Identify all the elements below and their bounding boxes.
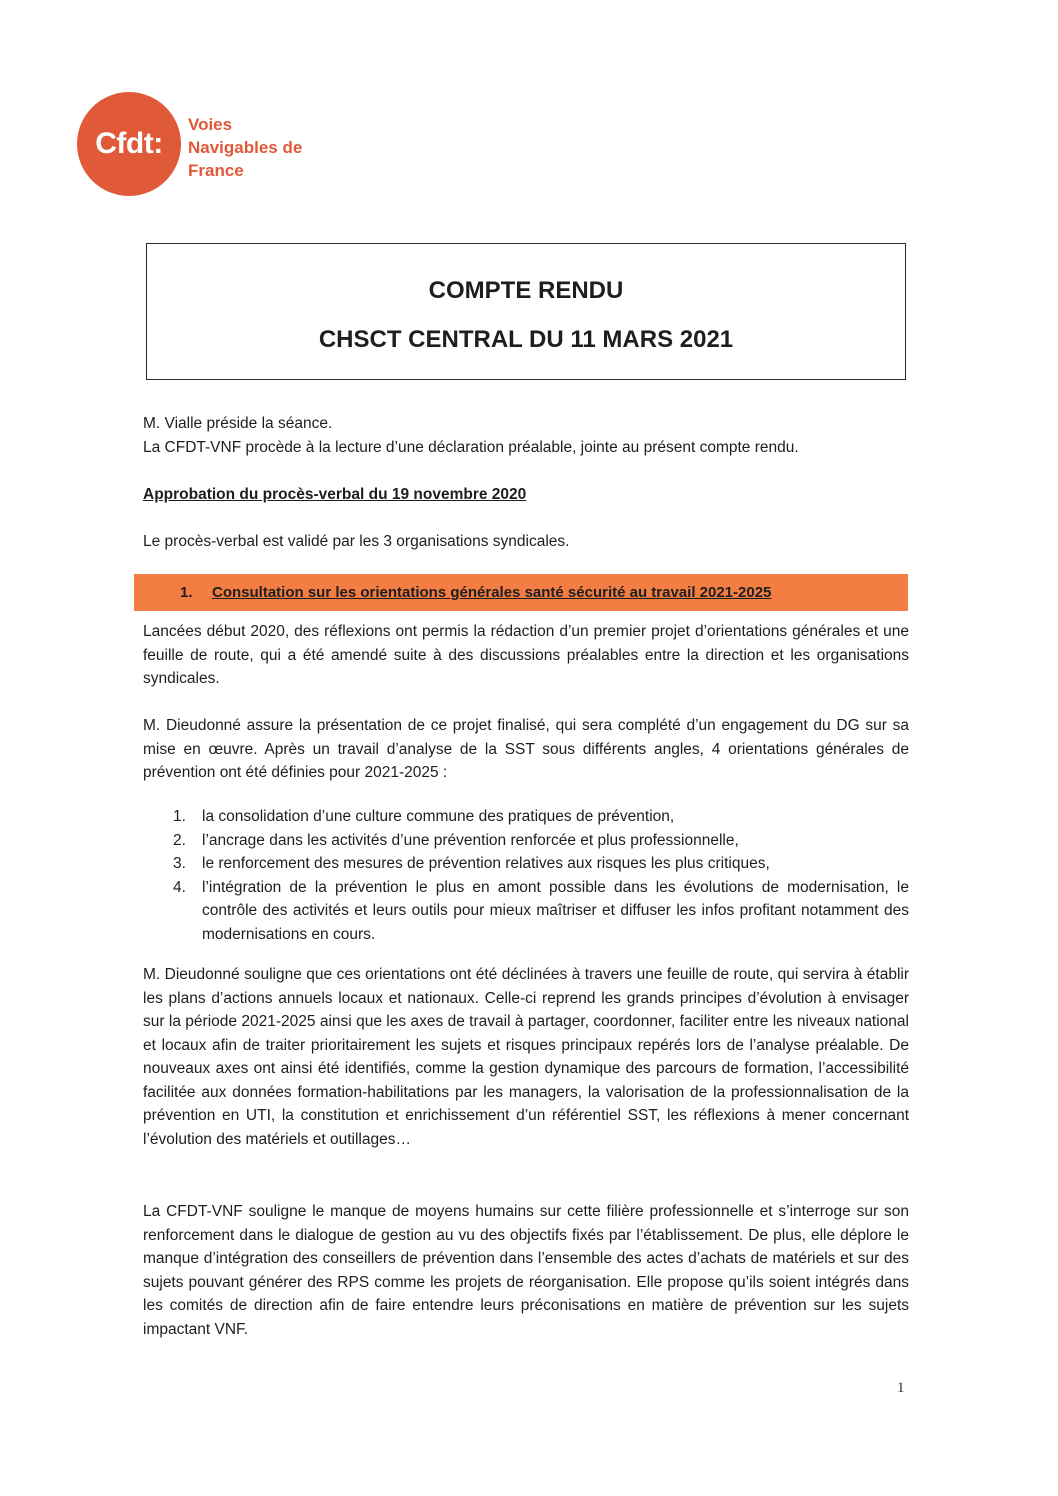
section-1-title: Consultation sur les orientations générales santé sécurité au travail 2021-2025 [212, 584, 772, 601]
orientation-item [143, 852, 909, 876]
orientation-text: le renforcement des mesures de prévention relatives aux risques les plus critiques, [202, 855, 770, 872]
title-box [146, 243, 906, 380]
logo-org-line: Voies [188, 114, 233, 134]
document-title: COMPTE RENDU [428, 277, 624, 304]
orientation-text: la consolidation d’une culture commune des pratiques de prévention, [202, 808, 675, 825]
section-1-banner [134, 574, 908, 611]
logo-org-line: France [188, 160, 244, 180]
orientation-number: 4. [173, 878, 186, 896]
orientation-number: 3. [173, 855, 186, 872]
orientation-text: l’ancrage dans les activités d’une prévention renforcée et plus professionnelle, [202, 831, 739, 849]
orientation-number: 2. [173, 831, 186, 849]
section-1-paragraph-3: M. Dieudonné souligne que ces orientations ont été déclinées à travers une feuille de route, qui servira à établir les plans d’actions annuels locaux et nationaux. Celle-ci reprend les grands principes d’évolution à envisager sur la période 2021-2025 ainsi que les axes de travail à partager, coordonner, faciliter entre les niveaux national et locaux afin de traiter prioritairement les sujets et risques principaux repérés lors de l’analyse préalable. De nouveaux axes ont ainsi été identifiés, comme la gestion dynamique des parcours de formation, l’accessibilité facilitée aux données formation-habilitations par les managers, la valorisation de la professionnalisation de la prévention en UTI, la constitution et enrichissement d’un référentiel SST, les réflexions à mener concernant l’évolution des matériels et outillages… [143, 966, 909, 1148]
page-number: 1 [897, 1380, 905, 1396]
orientations-list [143, 805, 909, 946]
section-1-number: 1. [180, 584, 193, 601]
logo-org-name [188, 113, 302, 182]
cfdt-logo [77, 92, 302, 196]
orientation-item [143, 876, 909, 947]
logo-mark: Cfdt: [77, 92, 181, 196]
logo-org-line: Navigables de [188, 137, 303, 157]
orientation-text: l’intégration de la prévention le plus en amont possible dans les évolutions de modernisation, le contrôle des activités et leurs outils pour mieux maîtriser et diffuser les infos profitant notamment des modernisations en cours. [202, 878, 909, 943]
section-1-paragraph-4: La CFDT-VNF souligne le manque de moyens humains sur cette filière professionnelle et s’interroge sur son renforcement dans le dialogue de gestion au vu des objectifs fixés par l’établissement. De plus, elle déplore le manque d’intégration des conseillers de prévention dans l’ensemble des actes d’achats de matériels et sur des sujets pouvant générer des RPS comme les projets de réorganisation. Elle propose qu’ils soient intégrés dans les comités de direction afin de faire entendre leurs préconisations en matière de prévention sur les sujets impactant VNF. [143, 1203, 909, 1338]
approval-text: Le procès-verbal est validé par les 3 organisations syndicales. [143, 533, 570, 550]
approval-heading: Approbation du procès-verbal du 19 novembre 2020 [143, 486, 527, 503]
orientation-number: 1. [173, 808, 186, 825]
orientation-item [143, 805, 909, 829]
section-1-paragraph-2: M. Dieudonné assure la présentation de ce projet finalisé, qui sera complété d’un engagement du DG sur sa mise en œuvre. Après un travail d’analyse de la SST sous différents angles, 4 orientations générales de prévention ont été définies pour 2021-2025 : [143, 717, 909, 781]
intro-line-president: M. Vialle préside la séance. [143, 415, 333, 432]
intro-line-declaration: La CFDT-VNF procède à la lecture d’une déclaration préalable, jointe au présent compte rendu. [143, 439, 799, 456]
orientation-item [143, 829, 909, 853]
document-subtitle: CHSCT CENTRAL DU 11 MARS 2021 [318, 326, 734, 353]
section-1-paragraph-1: Lancées début 2020, des réflexions ont permis la rédaction d’un premier projet d’orientations générales et une feuille de route, qui a été amendé suite à des discussions préalables entre la direction et les organisations syndicales. [143, 623, 909, 687]
